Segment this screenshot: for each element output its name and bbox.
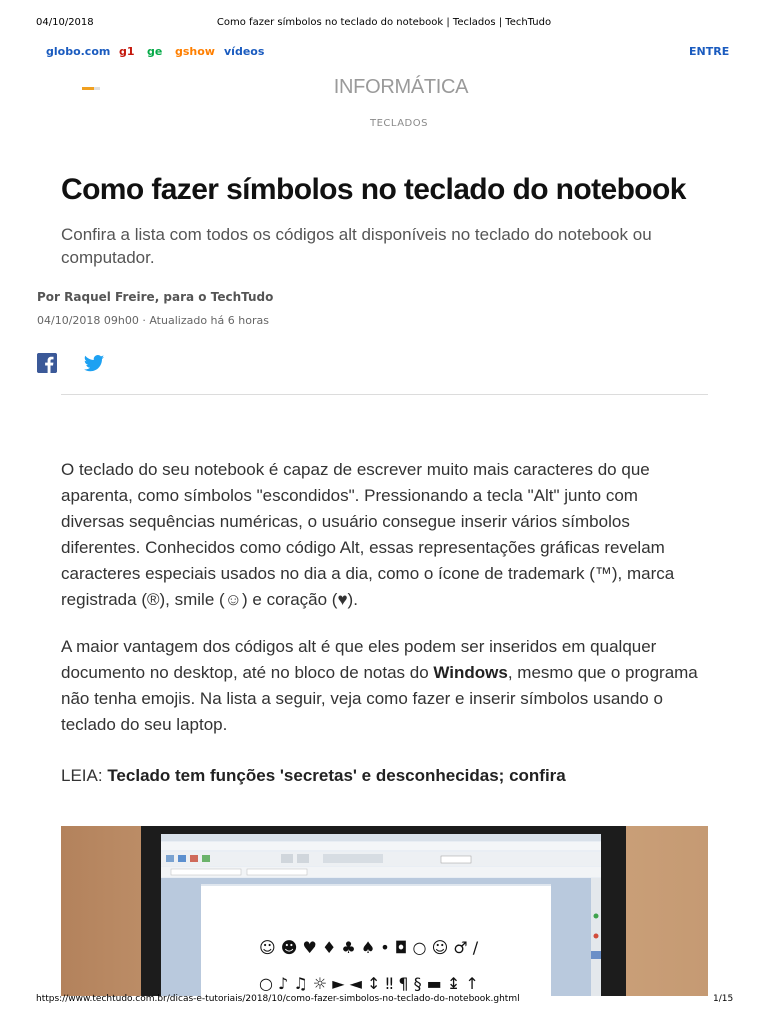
photo-symbols-row-1: ☺ ☻ ♥ ♦ ♣ ♠ • ◘ ○ ☺ ♂ / <box>259 938 479 957</box>
nav-link-g1[interactable]: g1 <box>119 45 135 58</box>
paragraph-2-text-start: A maior vantagem dos códigos alt é que eles podem ser inseridos em qualquer documento no desktop, até no bloco de notas do <box>61 637 657 682</box>
read-also-link[interactable]: Teclado tem funções 'secretas' e desconhecidas; confira <box>107 766 566 785</box>
read-also <box>61 763 701 789</box>
print-url: https://www.techtudo.com.br/dicas-e-tutoriais/2018/10/como-fazer-simbolos-no-teclado-do-notebook.ghtml <box>36 994 520 1004</box>
login-link[interactable]: ENTRE <box>689 45 730 58</box>
windows-link[interactable]: Windows <box>433 663 508 682</box>
twitter-icon[interactable] <box>83 354 105 374</box>
photo-symbols-row-2: ○ ♪ ♫ ☼ ► ◄ ↕ ‼ ¶ § ▬ ↨ ↑ <box>259 974 479 993</box>
section-title[interactable]: INFORMÁTICA <box>333 76 469 98</box>
paragraph-2-text-end: , mesmo que o programa não tenha emojis. Na lista a seguir, veja como fazer e inserir símbolos usando o teclado do seu laptop. <box>61 663 698 734</box>
print-document-title: Como fazer símbolos no teclado do notebook | Teclados | TechTudo <box>216 17 552 28</box>
subsection-label[interactable]: TECLADOS <box>370 118 428 129</box>
print-page-number: 1/15 <box>713 994 734 1004</box>
facebook-icon[interactable] <box>37 353 57 373</box>
nav-link-globo[interactable]: globo.com <box>46 45 111 58</box>
print-date: 04/10/2018 <box>36 17 94 28</box>
article-subtitle: Confira a lista com todos os códigos alt disponíveis no teclado do notebook ou computador. <box>61 225 652 267</box>
article-byline: Por Raquel Freire, para o TechTudo <box>37 290 274 304</box>
nav-link-videos[interactable]: vídeos <box>224 45 265 58</box>
read-also-label: LEIA: <box>61 766 108 785</box>
laptop-screen-photo <box>61 826 708 996</box>
nav-link-gshow[interactable]: gshow <box>175 45 215 58</box>
article-paragraph-2 <box>61 634 701 738</box>
nav-link-ge[interactable]: ge <box>147 45 163 58</box>
globo-top-nav <box>0 38 768 68</box>
article-headline: Como fazer símbolos no teclado do notebook <box>61 173 686 206</box>
article-photo[interactable] <box>61 826 708 996</box>
header-divider <box>61 394 708 395</box>
article-paragraph-1: O teclado do seu notebook é capaz de escrever muito mais caracteres do que aparenta, como símbolos "escondidos". Pressionando a tecla "Alt" junto com diversas sequências numéricas, o usuário consegue inserir vários símbolos diferentes. Conhecidos como código Alt, essas representações gráficas revelam caracteres especiais usados no dia a dia, como o ícone de trademark (™), marca registrada (®), smile (☺) e coração (♥). <box>61 460 675 609</box>
article-dateline: 04/10/2018 09h00 · Atualizado há 6 horas <box>37 314 269 327</box>
